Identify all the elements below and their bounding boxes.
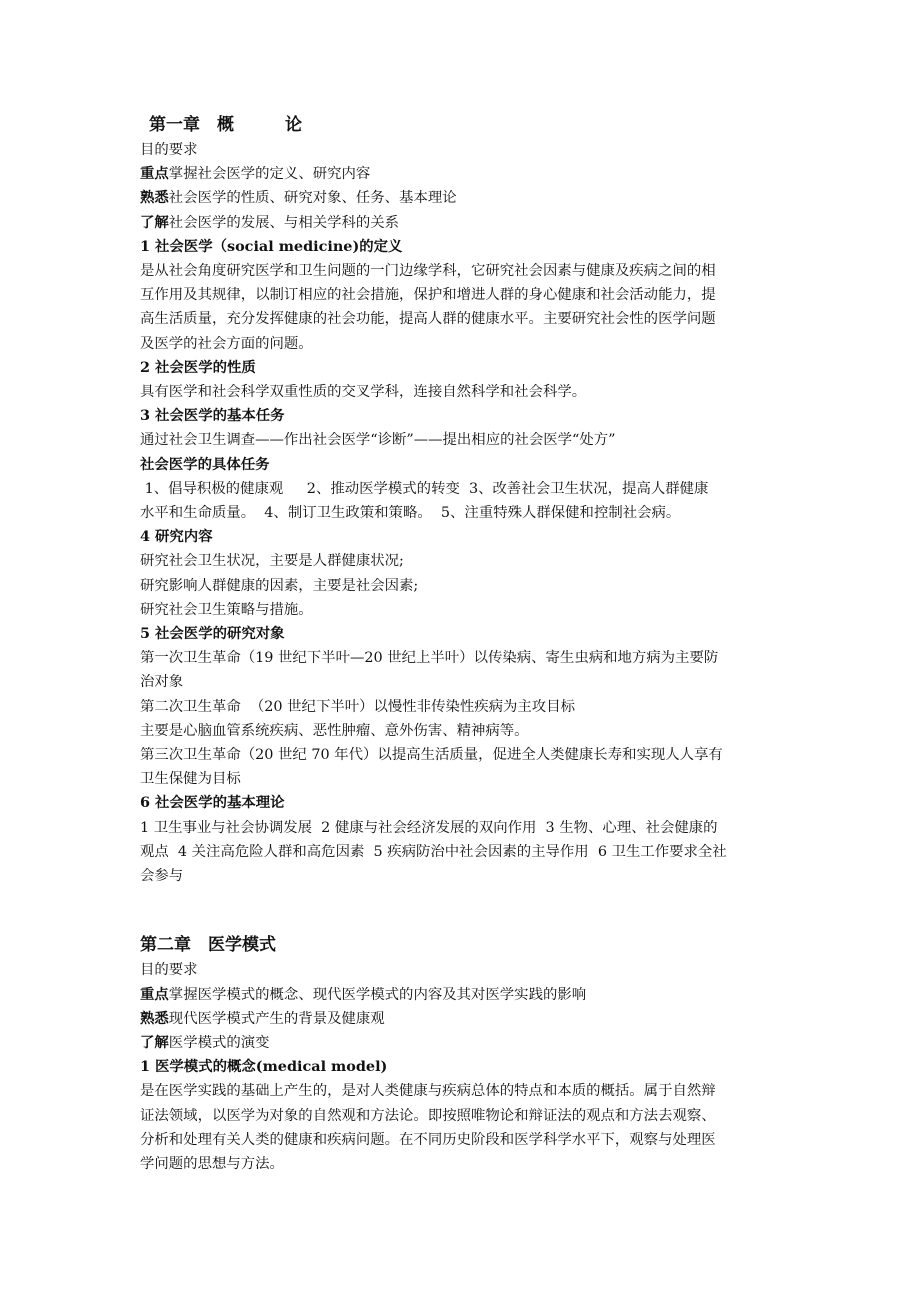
section-heading: 5 社会医学的研究对象: [140, 625, 285, 643]
chapter-2-key: [140, 983, 785, 1007]
key-label: 重点: [140, 985, 169, 1003]
key-label: 重点: [140, 165, 169, 183]
paragraph-line: 高生活质量，充分发挥健康的社会功能，提高人群的健康水平。主要研究社会性的医学问题: [140, 311, 716, 328]
familiar-text: 现代医学模式产生的背景及健康观: [168, 1010, 385, 1027]
understand-text: 医学模式的演变: [168, 1034, 270, 1051]
understand-label: 了解: [140, 1033, 169, 1051]
key-text: 掌握医学模式的概念、现代医学模式的内容及其对医学实践的影响: [168, 986, 587, 1003]
paragraph-line: 研究社会卫生策略与措施。: [140, 601, 313, 618]
chapter-2-familiar: [140, 1007, 785, 1031]
paragraph-line: 及医学的社会方面的问题。: [140, 335, 313, 352]
paragraph-line: 具有医学和社会科学双重性质的交叉学科，连接自然科学和社会科学。: [140, 384, 587, 401]
chapter-1-title: 第一章 概 论: [149, 115, 302, 135]
paragraph-line: 学问题的思想与方法。: [140, 1155, 284, 1172]
paragraph-line: 治对象: [140, 674, 184, 691]
key-text: 掌握社会医学的定义、研究内容: [168, 166, 371, 183]
paragraph-line: 是在医学实践的基础上产生的，是对人类健康与疾病总体的特点和本质的概括。属于自然辩: [140, 1083, 716, 1100]
paragraph-line: 通过社会卫生调查——作出社会医学“诊断”——提出相应的社会医学“处方”: [140, 432, 616, 449]
chapter-1-familiar: [140, 186, 785, 210]
paragraph-line: 第二次卫生革命 （20 世纪下半叶）以慢性非传染性疾病为主攻目标: [140, 698, 575, 715]
paragraph-line: 1 卫生事业与社会协调发展 2 健康与社会经济发展的双向作用 3 生物、心理、社会健康的: [140, 819, 718, 836]
understand-text: 社会医学的发展、与相关学科的关系: [168, 214, 400, 231]
chapter-2-goal: 目的要求: [140, 962, 198, 979]
section-heading: 2 社会医学的性质: [140, 358, 256, 376]
paragraph-line: 研究社会卫生状况，主要是人群健康状况;: [140, 553, 404, 570]
paragraph-line: 水平和生命质量。 4、制订卫生政策和策略。 5、注重特殊人群保健和控制社会病。: [140, 505, 681, 522]
paragraph-line: 会参与: [140, 868, 184, 885]
document-page: [140, 112, 785, 1176]
paragraph-line: 互作用及其规律，以制订相应的社会措施，保护和增进人群的身心健康和社会活动能力，提: [140, 287, 716, 304]
chapter-1-goal: 目的要求: [140, 142, 198, 158]
familiar-label: 熟悉: [140, 189, 169, 207]
section-heading: 社会医学的具体任务: [140, 455, 270, 473]
section-heading: 3 社会医学的基本任务: [140, 407, 285, 425]
paragraph-line: 是从社会角度研究医学和卫生问题的一门边缘学科，它研究社会因素与健康及疾病之间的相: [140, 263, 716, 280]
chapter-1-key: [140, 162, 785, 186]
section-heading: 1 医学模式的概念(medical model): [140, 1058, 388, 1076]
familiar-label: 熟悉: [140, 1009, 169, 1027]
paragraph-line: 第三次卫生革命（20 世纪 70 年代）以提高生活质量，促进全人类健康长寿和实现人人享有: [140, 747, 723, 764]
chapter-2-understand: [140, 1031, 785, 1055]
section-heading: 4 研究内容: [140, 528, 213, 546]
familiar-text: 社会医学的性质、研究对象、任务、基本理论: [168, 190, 457, 207]
paragraph-line: 卫生保健为目标: [140, 771, 241, 788]
paragraph-line: 观点 4 关注高危险人群和高危因素 5 疾病防治中社会因素的主导作用 6 卫生工作要求全社: [140, 843, 727, 860]
section-heading: 1 社会医学（social medicine)的定义: [140, 237, 403, 255]
paragraph-line: 研究影响人群健康的因素，主要是社会因素;: [140, 577, 419, 594]
paragraph-line: 主要是心脑血管系统疾病、恶性肿瘤、意外伤害、精神病等。: [140, 722, 529, 739]
paragraph-line: 第一次卫生革命（19 世纪下半叶—20 世纪上半叶）以传染病、寄生虫病和地方病为主要防: [140, 650, 719, 667]
chapter-1-understand: [140, 211, 785, 235]
understand-label: 了解: [140, 213, 169, 231]
section-heading: 6 社会医学的基本理论: [140, 794, 285, 812]
paragraph-line: 1、倡导积极的健康观 2、推动医学模式的转变 3、改善社会卫生状况，提高人群健康: [140, 480, 709, 497]
chapter-2-title: 第二章 医学模式: [140, 935, 276, 956]
paragraph-line: 分析和处理有关人类的健康和疾病问题。在不同历史阶段和医学科学水平下，观察与处理医: [140, 1131, 716, 1148]
paragraph-line: 证法领域，以医学为对象的自然观和方法论。即按照唯物论和辩证法的观点和方法去观察、: [140, 1107, 716, 1124]
